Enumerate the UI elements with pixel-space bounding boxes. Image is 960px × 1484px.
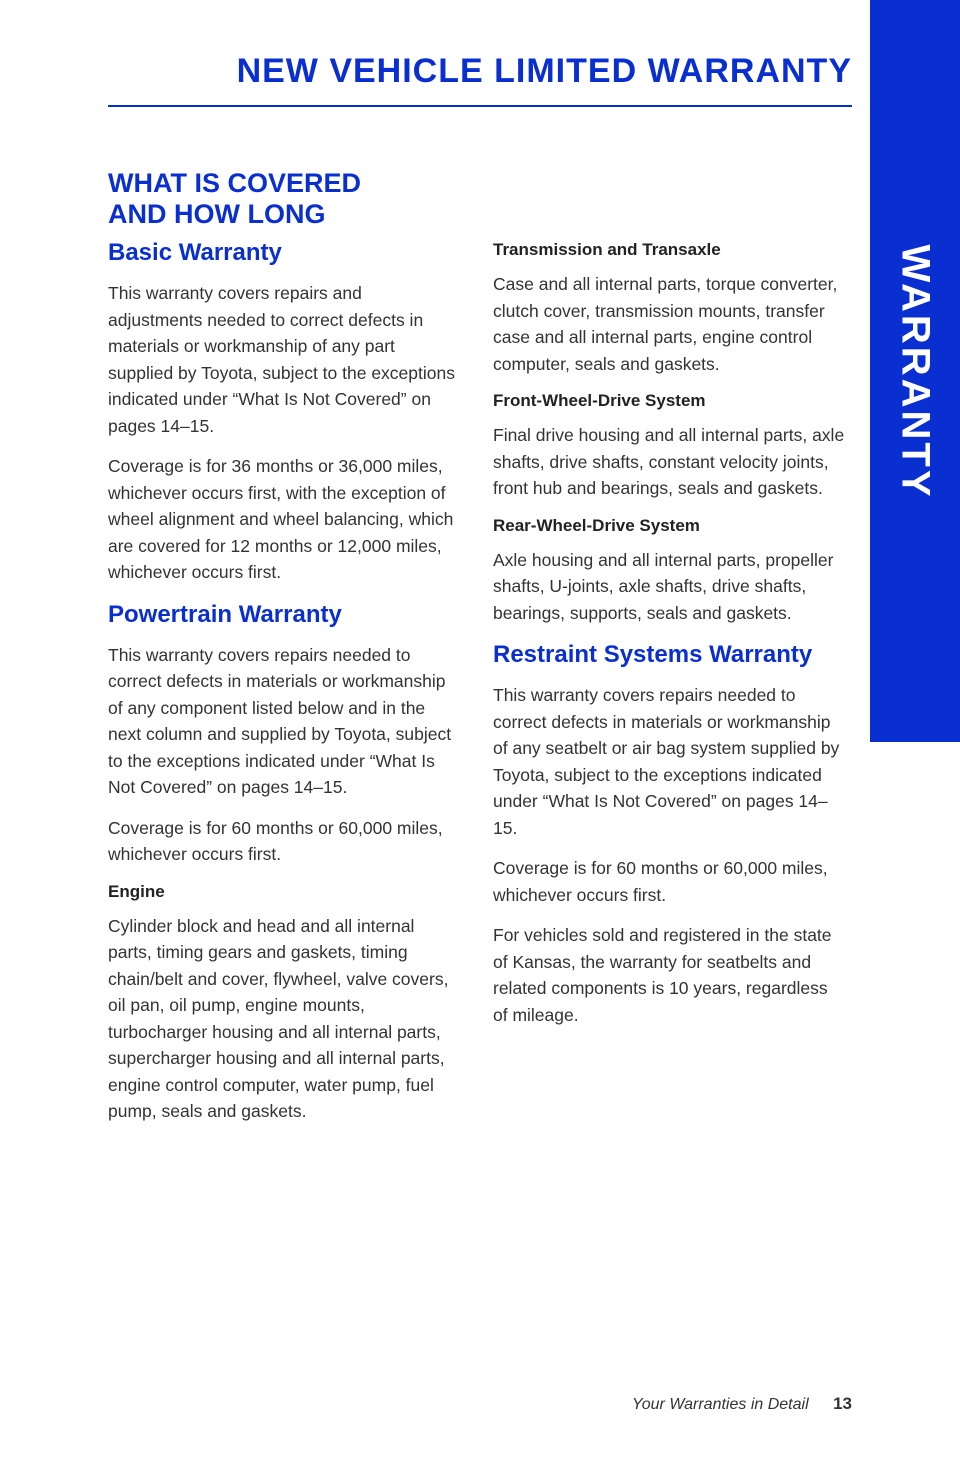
powertrain-warranty-heading: Powertrain Warranty <box>108 600 342 628</box>
section-heading <box>108 168 361 230</box>
powertrain-warranty-paragraph-1: This warranty covers repairs needed to correct defects in materials or workmanship of any component listed below and in the next column and supplied by Toyota, subject to the exceptions indicated under “What Is Not Covered” on pages 14–15. <box>108 644 452 797</box>
page-footer <box>632 1394 852 1414</box>
engine-heading: Engine <box>108 881 165 901</box>
restraint-warranty-paragraph-2: Coverage is for 60 months or 60,000 miles, whichever occurs first. <box>493 858 828 905</box>
side-tab-label: WARRANTY <box>893 244 938 500</box>
engine-text: Cylinder block and head and all internal parts, timing gears and gaskets, timing chain/belt and cover, flywheel, valve covers, oil pan, oil pump, engine mounts, turbocharger housing and all internal parts, supercharger housing and all internal parts, engine control computer, water pump, fuel pump, seals and gaskets. <box>108 915 449 1121</box>
left-column <box>108 238 460 1139</box>
basic-warranty-paragraph-2: Coverage is for 36 months or 36,000 miles, whichever occurs first, with the exception of wheel alignment and wheel balancing, which are covered for 12 months or 12,000 miles, whichever occurs first. <box>108 456 454 582</box>
basic-warranty-heading: Basic Warranty <box>108 239 282 266</box>
restraint-warranty-heading: Restraint Systems Warranty <box>493 641 813 668</box>
rear-wheel-drive-text: Axle housing and all internal parts, propeller shafts, U-joints, axle shafts, drive shafts, bearings, supports, seals and gaskets. <box>493 549 834 623</box>
transmission-heading: Transmission and Transaxle <box>493 240 721 259</box>
rear-wheel-drive-heading: Rear-Wheel-Drive System <box>493 515 700 535</box>
restraint-warranty-paragraph-1: This warranty covers repairs needed to correct defects in materials or workmanship of any seatbelt or air bag system supplied by Toyota, subject to the exceptions indicated under “What Is Not Covered” on pages 14–15. <box>493 685 840 838</box>
transmission-text: Case and all internal parts, torque converter, clutch cover, transmission mounts, transfer case and all internal parts, engine control computer, seals and gaskets. <box>493 274 838 374</box>
footer-label: Your Warranties in Detail <box>631 1396 809 1413</box>
basic-warranty-paragraph-1: This warranty covers repairs and adjustments needed to correct defects in materials or workmanship of any part supplied by Toyota, subject to the exceptions indicated under “What Is Not Covered” on pages 14–15. <box>108 283 455 436</box>
front-wheel-drive-text: Final drive housing and all internal parts, axle shafts, drive shafts, constant velocity joints, front hub and bearings, seals and gaskets. <box>493 425 845 498</box>
title-divider <box>108 105 852 107</box>
section-heading-line-1: WHAT IS COVERED <box>108 168 362 198</box>
front-wheel-drive-heading: Front-Wheel-Drive System <box>493 391 706 410</box>
right-column <box>493 240 845 1042</box>
page-title: NEW VEHICLE LIMITED WARRANTY <box>236 52 852 90</box>
page-number: 13 <box>833 1394 852 1413</box>
powertrain-warranty-paragraph-2: Coverage is for 60 months or 60,000 miles, whichever occurs first. <box>108 817 443 864</box>
side-tab <box>870 0 960 742</box>
restraint-warranty-paragraph-3: For vehicles sold and registered in the state of Kansas, the warranty for seatbelts and related components is 10 years, regardless of mileage. <box>493 925 832 1025</box>
section-heading-line-2: AND HOW LONG <box>108 199 326 229</box>
